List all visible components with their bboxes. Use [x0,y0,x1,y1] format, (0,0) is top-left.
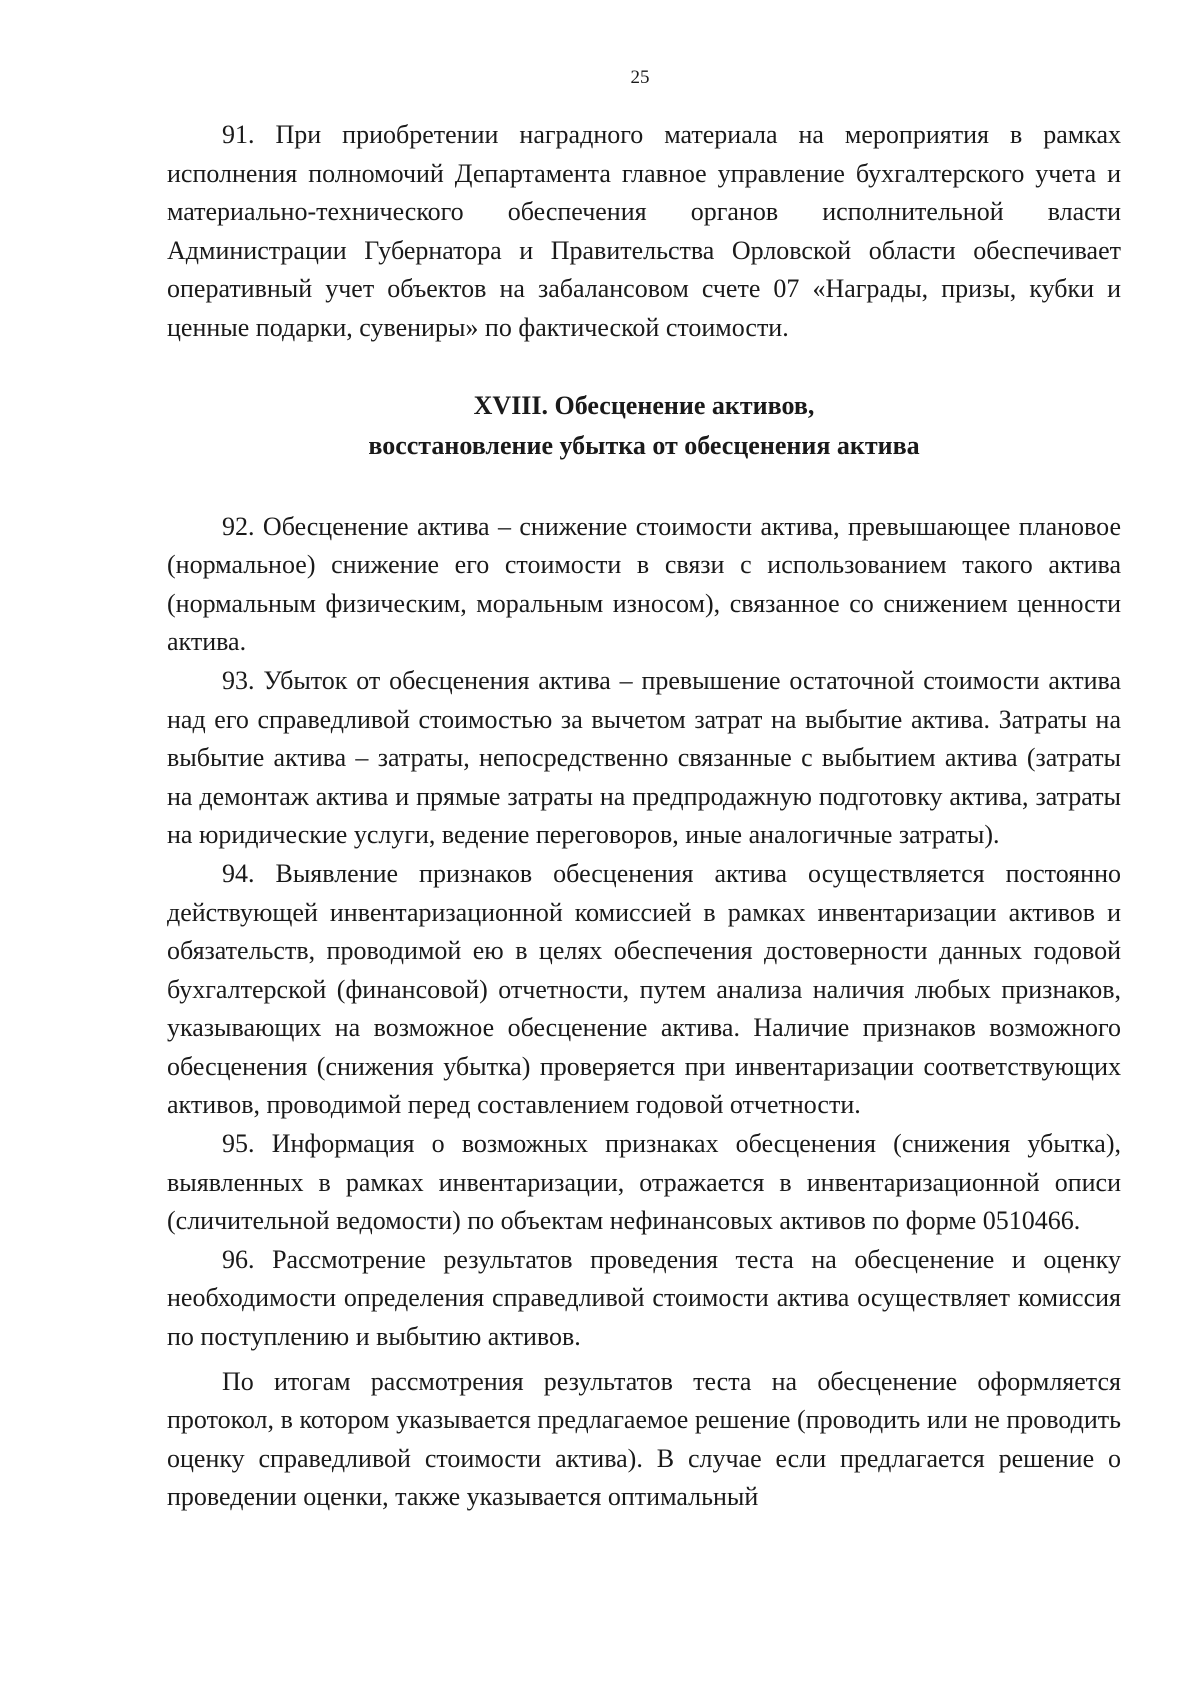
paragraph-96: 96. Рассмотрение результатов проведения теста на обесценение и оценку необходимости определения справедливой стоимости актива осуществляет комиссия по поступлению и выбытию активов. [167,1244,1121,1352]
document-body [167,116,1121,1517]
section-heading [167,386,1121,466]
paragraph-94: 94. Выявление признаков обесценения актива осуществляется постоянно действующей инвентаризационной комиссией в рамках инвентаризации активов и обязательств, проводимой ею в целях обеспечения достоверности данных годовой бухгалтерской (финансовой) отчетности, путем анализа наличия любых признаков, указывающих на возможное обесценение актива. Наличие признаков возможного обесценения (снижения убытка) проверяется при инвентаризации соответствующих активов, проводимой перед составлением годовой отчетности. [167,858,1121,1120]
section-heading-line-2: восстановление убытка от обесценения актива [368,430,920,460]
paragraph-95: 95. Информация о возможных признаках обесценения (снижения убытка), выявленных в рамках инвентаризации, отражается в инвентаризационной описи (сличительной ведомости) по объектам нефинансовых активов по форме 0510466. [167,1129,1121,1236]
paragraph-93: 93. Убыток от обесценения актива – превышение остаточной стоимости актива над его справедливой стоимостью за вычетом затрат на выбытие актива. Затраты на выбытие актива – затраты, непосредственно связанные с выбытием актива (затраты на демонтаж актива и прямые затраты на предпродажную подготовку актива, затраты на юридические услуги, ведение переговоров, иные аналогичные затраты). [167,665,1121,850]
paragraph-92: 92. Обесценение актива – снижение стоимости актива, превышающее плановое (нормальное) снижение его стоимости в связи с использованием такого актива (нормальным физическим, моральным износом), связанное со снижением ценности актива. [167,511,1121,657]
paragraph-96-continuation: По итогам рассмотрения результатов теста на обесценение оформляется протокол, в котором указывается предлагаемое решение (проводить или не проводить оценку справедливой стоимости актива). В случае если предлагается решение о проведении оценки, также указывается оптимальный [167,1366,1121,1512]
paragraph-91: 91. При приобретении наградного материала на мероприятия в рамках исполнения полномочий Департамента главное управление бухгалтерского учета и материально-технического обеспечения органов исполнительной власти Администрации Губернатора и Правительства Орловской области обеспечивает оперативный учет объектов на забалансовом счете 07 «Награды, призы, кубки и ценные подарки, сувениры» по фактической стоимости. [167,120,1121,342]
section-heading-line-1: XVIII. Обесценение активов, [473,390,815,420]
page-number: 25 [630,67,650,88]
